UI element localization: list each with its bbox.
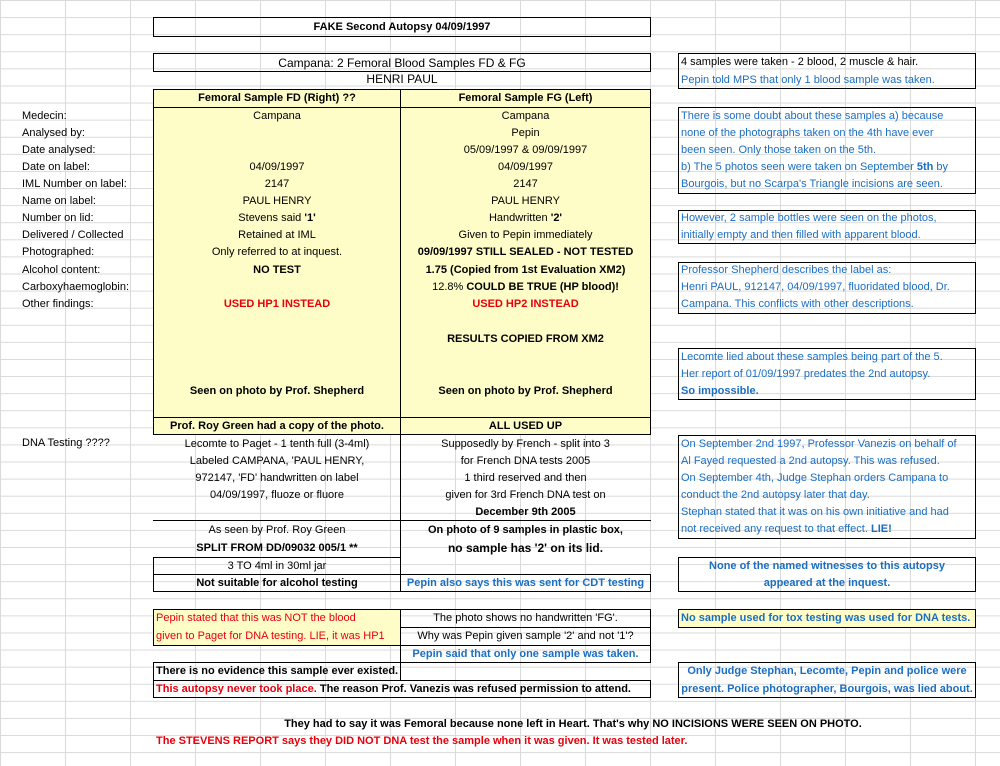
fg-dna-line: Supposedly by French - split into 3 <box>441 438 610 450</box>
fd-cell: 2147 <box>264 178 290 190</box>
pepin-stated-line: given to Paget for DNA testing. LIE, it was HP1 <box>156 630 385 642</box>
fd-jar: 3 TO 4ml in 30ml jar <box>227 560 327 572</box>
fd-cell: 04/09/1997 <box>249 161 305 173</box>
present-line: present. Police photographer, Bourgois, was lied about. <box>681 683 973 695</box>
fg-photo9: On photo of 9 samples in plastic box, <box>428 524 623 536</box>
fg-cell: Campana <box>501 110 550 122</box>
photos-line: b) The 5 photos seen were taken on September 5th by <box>681 161 949 173</box>
never-took-place-row: This autopsy never took place. The reason Prof. Vanezis was refused permission to attend. <box>156 683 631 695</box>
fg-cell: 2147 <box>513 178 538 190</box>
fg-cell: USED HP2 INSTEAD <box>472 298 579 310</box>
fd-not-suitable: Not suitable for alcohol testing <box>196 577 358 589</box>
present-line: Only Judge Stephan, Lecomte, Pepin and police were <box>687 665 967 677</box>
fg-dna-line: for French DNA tests 2005 <box>460 455 591 467</box>
fd-cell: NO TEST <box>253 264 301 276</box>
row-label: Analysed by: <box>22 127 85 139</box>
fg-seen-photo: Seen on photo by Prof. Shepherd <box>438 385 613 397</box>
row-label: Delivered / Collected <box>22 229 124 241</box>
row-label: Photographed: <box>22 246 95 258</box>
fg-dna-line: 1 third reserved and then <box>464 472 587 484</box>
fg-dna-date: December 9th 2005 <box>475 506 576 518</box>
no-evidence: There is no evidence this sample ever existed. <box>156 665 399 677</box>
shepherd-line: Professor Shepherd describes the label as: <box>681 264 892 276</box>
fg-cell: 04/09/1997 <box>497 161 554 173</box>
fg-cell: 12.8% COULD BE TRUE (HP blood)! <box>432 281 619 293</box>
vanezis-line: On September 4th, Judge Stephan orders Campana to <box>681 472 949 484</box>
shepherd-line: Campana. This conflicts with other descriptions. <box>681 298 914 310</box>
pepin-stated-line: Pepin stated that this was NOT the blood <box>156 612 356 624</box>
fd-dna-line: 972147, 'FD' handwritten on label <box>195 472 359 484</box>
subject-name: HENRI PAUL <box>366 72 438 86</box>
fg-cell: Handwritten '2' <box>488 212 563 224</box>
witnesses-line: None of the named witnesses to this autopsy <box>709 560 945 572</box>
fg-dna-line: given for 3rd French DNA test on <box>445 489 606 501</box>
fd-green-copy: Prof. Roy Green had a copy of the photo. <box>170 420 384 432</box>
fg-cell: 09/09/1997 STILL SEALED - NOT TESTED <box>417 246 634 258</box>
fd-cell: Stevens said '1' <box>238 212 316 224</box>
row-label: Number on lid: <box>22 212 94 224</box>
fd-header: Femoral Sample FD (Right) ?? <box>198 92 356 104</box>
vanezis-last-line: not received any request to that effect. LIE! <box>681 523 892 535</box>
fg-all-used: ALL USED UP <box>488 420 563 432</box>
fd-cell: Retained at IML <box>238 229 316 241</box>
dna-rule <box>153 520 651 521</box>
doubt-line: been seen. Only those taken on the 5th. <box>681 144 877 156</box>
fg-results-copied: RESULTS COPIED FROM XM2 <box>447 333 604 345</box>
lecomte-line: Her report of 01/09/1997 predates the 2nd autopsy. <box>681 368 931 380</box>
row-label: Carboxyhaemoglobin: <box>22 281 130 293</box>
fg-cell: 05/09/1997 & 09/09/1997 <box>463 144 588 156</box>
fd-dna-line: 04/09/1997, fluoze or fluore <box>210 489 344 501</box>
stevens-note: The STEVENS REPORT says they DID NOT DNA test the sample when it was given. It was tested later. <box>156 735 688 747</box>
fd-cell: Campana <box>253 110 301 122</box>
femoral-note: They had to say it was Femoral because none left in Heart. That's why NO INCISIONS WERE SEEN ON PHOTO. <box>284 718 862 730</box>
doubt-line: There is some doubt about these samples a) because <box>681 110 944 122</box>
lecomte-line: Lecomte lied about these samples being part of the 5. <box>681 351 943 363</box>
page-title: FAKE Second Autopsy 04/09/1997 <box>153 17 651 37</box>
fg-header: Femoral Sample FG (Left) <box>458 92 593 104</box>
bottles-line: However, 2 sample bottles were seen on the photos, <box>681 212 937 224</box>
row-label: Name on label: <box>22 195 96 207</box>
doubt-line: none of the photographs taken on the 4th have ever <box>681 127 934 139</box>
row-label: Alcohol content: <box>22 264 101 276</box>
fg-cell: Pepin <box>511 127 540 139</box>
fd-seen-green: As seen by Prof. Roy Green <box>208 524 346 536</box>
vanezis-line: On September 2nd 1997, Professor Vanezis on behalf of <box>681 438 957 450</box>
fg-cell: 1.75 (Copied from 1st Evaluation XM2) <box>425 264 626 276</box>
subtitle: Campana: 2 Femoral Blood Samples FD & FG <box>153 53 651 72</box>
impossible-line: So impossible. <box>681 385 759 397</box>
bottles-line: initially empty and then filled with apparent blood. <box>681 229 921 241</box>
photo-no-fg: The photo shows no handwritten 'FG'. <box>433 612 618 624</box>
row-label: IML Number on label: <box>22 178 127 190</box>
no-sample-line: No sample used for tox testing was used for DNA tests. <box>681 612 971 624</box>
fg-cell: PAUL HENRY <box>491 195 560 207</box>
samples-line: 4 samples were taken - 2 blood, 2 muscle & hair. <box>681 56 919 68</box>
vanezis-line: Stephan stated that it was on his own initiative and had <box>681 506 949 518</box>
vanezis-line: conduct the 2nd autopsy later that day. <box>681 489 870 501</box>
fd-split: SPLIT FROM DD/09032 005/1 ** <box>196 542 358 554</box>
fd-dna-line: Labeled CAMPANA, 'PAUL HENRY, <box>189 455 365 467</box>
row-label: Date analysed: <box>22 144 96 156</box>
fg-no2: no sample has '2' on its lid. <box>447 541 604 555</box>
pepin-one: Pepin said that only one sample was taken. <box>412 648 639 660</box>
fg-cdt: Pepin also says this was sent for CDT testing <box>406 577 645 589</box>
fd-dna-line: Lecomte to Paget - 1 tenth full (3-4ml) <box>184 438 370 450</box>
fd-seen-photo: Seen on photo by Prof. Shepherd <box>189 385 365 397</box>
fg-cell: Given to Pepin immediately <box>458 229 593 241</box>
shepherd-line: Henri PAUL, 912147, 04/09/1997, fluoridated blood, Dr. <box>681 281 950 293</box>
row-label: Other findings: <box>22 298 94 310</box>
witnesses-line: appeared at the inquest. <box>763 577 891 589</box>
samples-line: Pepin told MPS that only 1 blood sample was taken. <box>681 74 935 86</box>
row-label: Date on label: <box>22 161 90 173</box>
fd-cell: PAUL HENRY <box>242 195 312 207</box>
vanezis-line: Al Fayed requested a 2nd autopsy. This was refused. <box>681 455 940 467</box>
fd-cell: Only referred to at inquest. <box>211 246 343 258</box>
bourgois-line: Bourgois, but no Scarpa's Triangle incisions are seen. <box>681 178 943 190</box>
row-label: Medecin: <box>22 110 67 122</box>
why-pepin: Why was Pepin given sample '2' and not '1'? <box>417 630 634 642</box>
dna-label: DNA Testing ???? <box>22 437 110 449</box>
fd-cell: USED HP1 INSTEAD <box>223 298 331 310</box>
